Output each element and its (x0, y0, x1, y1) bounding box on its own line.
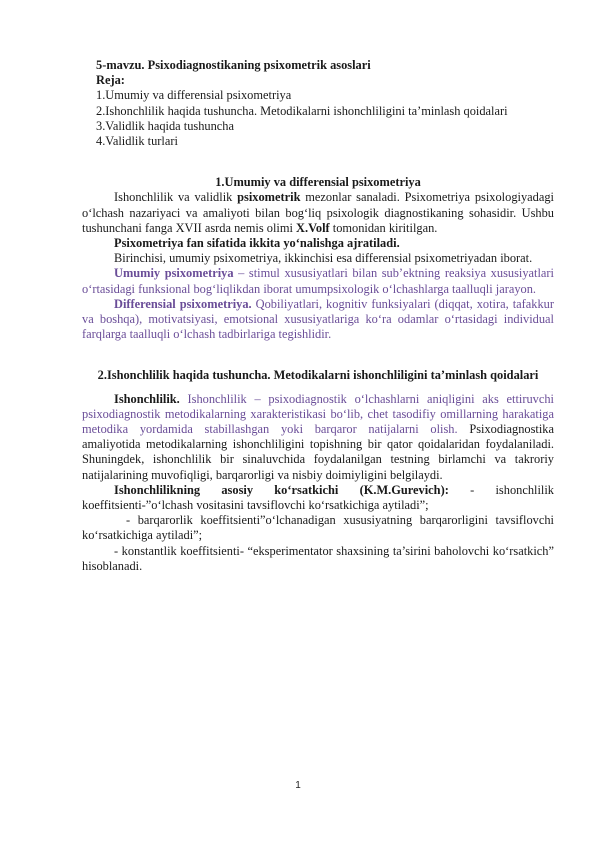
definition-differential-psychometry (82, 297, 554, 343)
text-run: Psixodiagnostika amaliyotida metodikalarning ishonchliligini topishning bir qator qoidalaridan foydalaniladi. Shuningdek, ishonchlilik bir sinaluvchida foydalanilgan testning birlamchi va takroriy natijalarining muvofiqligi, barqarorligi va nisbiy doimiyligini belgilaydi. (82, 422, 554, 482)
bold-term: Differensial psixometriya. (114, 296, 252, 311)
spacer (82, 342, 554, 368)
plan-item: 2.Ishonchlilik haqida tushuncha. Metodikalarni ishonchliligini ta’minlash qoidalari (96, 103, 508, 118)
definition-general-psychometry (82, 266, 554, 296)
plan-item: 4.Validlik turlari (96, 134, 178, 149)
bold-term: Ishonchlilikning asosiy ko‘rsatkichi (K.M.Gurevich): (114, 482, 449, 497)
plan-label: Reja: (96, 73, 125, 88)
bold-term: Ishonchlilik. (114, 391, 180, 406)
text-run: tomonidan kiritilgan. (329, 220, 438, 235)
section-1-subheading: Psixometriya fan sifatida ikkita yo‘nalishga ajratiladi. (114, 236, 400, 251)
plan-item: 1.Umumiy va differensial psixometriya (96, 88, 292, 103)
section-1-paragraph: Birinchisi, umumiy psixometriya, ikkinchisi esa differensial psixometriyadan iborat. (114, 251, 533, 266)
section-2-heading: 2.Ishonchlilik haqida tushuncha. Metodikalarni ishonchliligini ta’minlash qoidalari (97, 368, 539, 383)
spacer (82, 149, 554, 175)
text-run: Qobiliyatlari, kognitiv funksiyalari (diqqat, xotira, tafakkur va boshqa), motivatsiyasi, emotsional xususiyatlariga ko‘ra odamlar o‘rtasidagi individual farqlarga taalluqli o‘lchash tadbirlariga tegishlidir. (82, 296, 554, 342)
section-1-heading: 1.Umumiy va differensial psixometriya (215, 175, 421, 190)
bold-term: psixometrik (237, 190, 301, 205)
topic-title: 5-mavzu. Psixodiagnostikaning psixometrik asoslari (96, 58, 371, 72)
text-run: - ishonchlilik koeffitsienti-”o‘lchash vositasini tavsiflovchi ko‘rsatkichiga aytiladi”; (82, 482, 554, 513)
section-2-paragraph (82, 483, 554, 513)
bold-term: X.Volf (296, 220, 330, 235)
highlighted-definition: Ishonchlilik – psixodiagnostik o‘lchashlarni aniqligini aks ettiruvchi psixodiagnostik metodikalarning xarakteristikasi bo‘lib, chet tasodifiy omillarning harakatiga metodika yordamida stabillashgan yoki barqaror natijalarni olish. (82, 391, 554, 437)
list-item: - konstantlik koeffitsienti- “eksperimentator shaxsining ta’sirini baholovchi ko‘rsatkich” hisoblanadi. (82, 543, 554, 573)
document-body (82, 58, 554, 574)
page-number: 1 (295, 780, 301, 791)
text-run: Ishonchlilik va validlik (114, 190, 238, 205)
list-item: - barqarorlik koeffitsienti”o‘lchanadigan xususiyatning barqarorligini tavsiflovchi ko‘rsatkichiga aytiladi”; (82, 513, 554, 543)
plan-item: 3.Validlik haqida tushuncha (96, 118, 234, 133)
bold-term: Umumiy psixometriya (114, 266, 234, 281)
spacer (82, 384, 554, 392)
section-1-paragraph (82, 190, 554, 236)
text-run: – stimul xususiyatlari bilan sub’ektning reaksiya xususiyatlari o‘rtasidagi funksional bog‘liqlikdan iborat umumpsixologik o‘lchashlarga taalluqli jarayon. (82, 266, 554, 296)
section-2-paragraph (82, 392, 554, 483)
text-run: mezonlar sanaladi. Psixometriya psixologiyadagi o‘lchash nazariyaci va amaliyoti bilan bog‘liq psixologik diagnostikaning sohasidir. Ushbu tushunchani fanga XVII asrda nemis olimi (82, 190, 554, 235)
